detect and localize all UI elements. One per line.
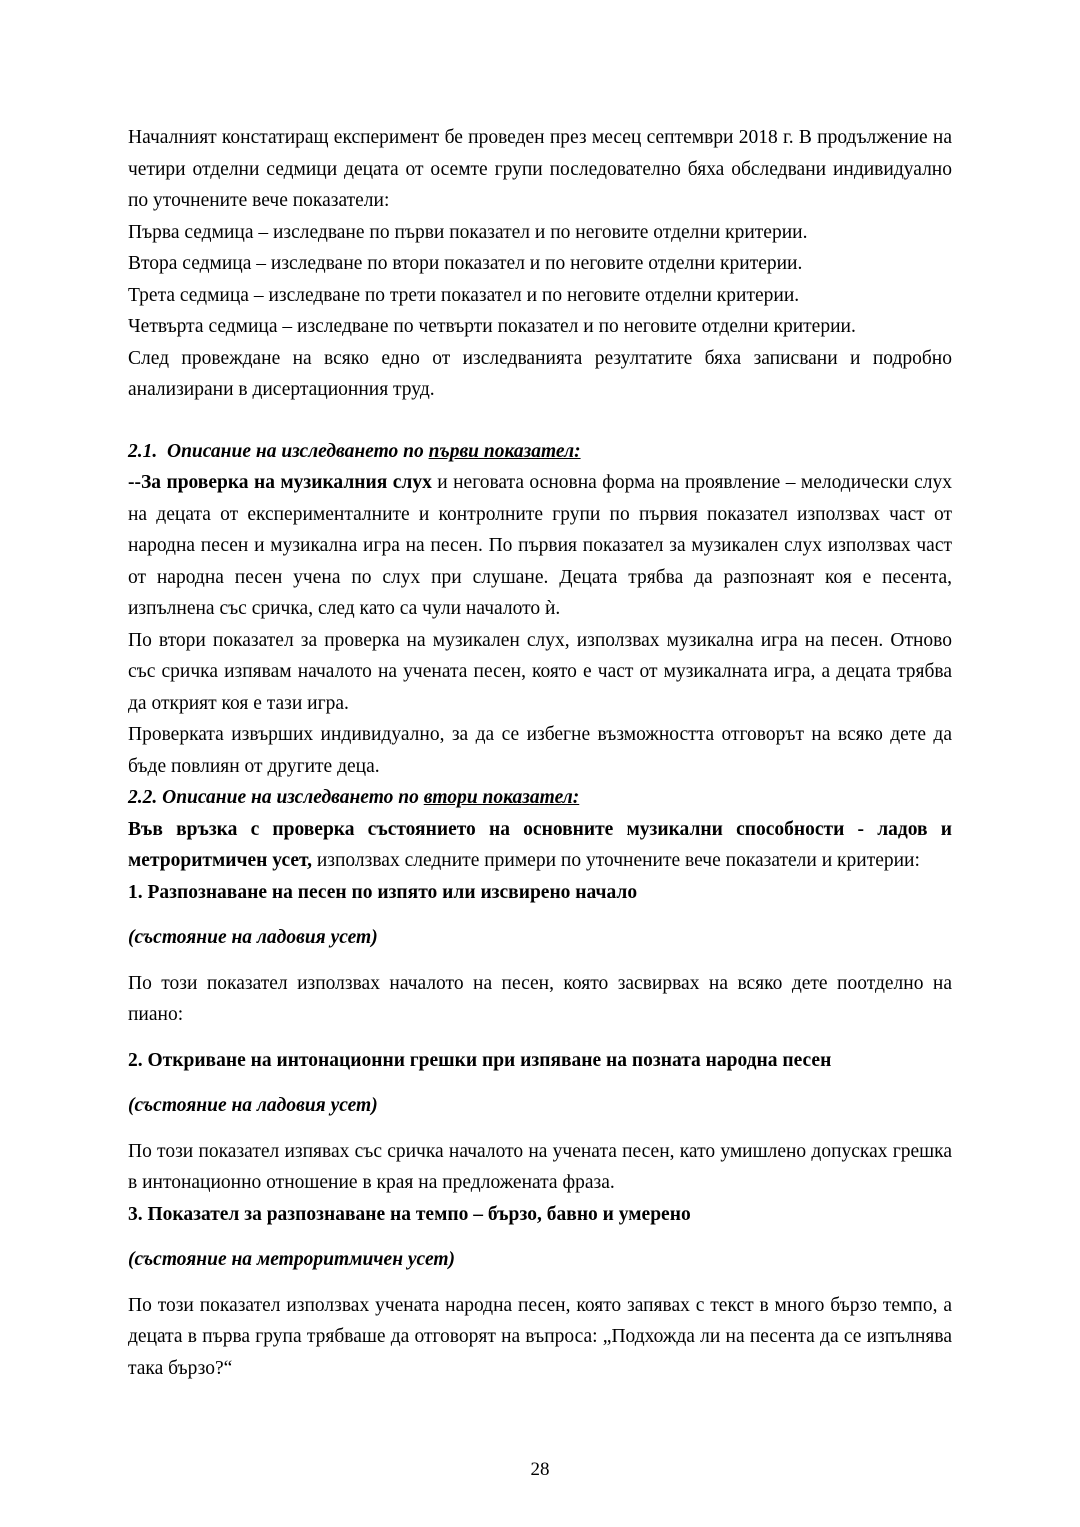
section-number-2-2: 2.2.: [128, 787, 158, 808]
section-number-2-1: 2.1.: [128, 440, 158, 462]
section-heading-2-2: [128, 782, 952, 814]
item-2-subtitle: (състояние на ладовия усет): [128, 1095, 378, 1116]
paragraph-first-indicator: [128, 467, 952, 625]
paragraph-first-indicator-bold: --За проверка на музикалния слух: [128, 472, 432, 493]
item-1-body: По този показател използвах началото на песен, която засвирвах на всяко дете поотделно на пиано:: [128, 972, 952, 1025]
paragraph-abilities-bold: Във връзка с проверка състоянието на основните музикални способности - ладов и метроритмичен усет,: [128, 818, 952, 871]
item-1-title: 1. Разпознаване на песен по изпято или изсвирено начало: [128, 881, 638, 903]
item-3-subtitle: (състояние на метроритмичен усет): [128, 1249, 456, 1270]
item-2-body: По този показател изпявах със сричка началото на учената песен, като умишлено допусках грешка в интонационно отношение в края на предложената фраза.: [128, 1140, 952, 1193]
week-four-line: Четвърта седмица – изследване по четвърти показател и по неговите отделни критерии.: [128, 316, 856, 337]
section-heading-2-1: [128, 436, 952, 468]
week-one-line: Първа седмица – изследване по първи показател и по неговите отделни критерии.: [128, 221, 808, 243]
item-3-body: По този показател използвах учената народна песен, която запявах с текст в много бързо темпо, а децата в първа група трябваше да отговорят на въпроса: „Подхожда ли на песента да се изпълнява така бързо?“: [128, 1294, 952, 1379]
paragraph-abilities-check: [128, 814, 952, 877]
item-2-title: 2. Откриване на интонационни грешки при изпяване на позната народна песен: [128, 1049, 832, 1071]
paragraph-first-indicator-rest: и неговата основна форма на проявление – мелодически слух на децата от експерименталните и контролните групи по първия показател използвах част от народна песен и музикална игра на песен. По първия показател за музикален слух използвах част от народна песен учена по слух при слушане. Децата трябва да разпознаят коя е песента, изпълнена със сричка, след като са чули началото ѝ.: [128, 472, 952, 619]
spacer: [128, 1031, 952, 1045]
section-title-2-1-underlined: първи показател:: [428, 440, 581, 462]
intro-paragraph: Началният констатиращ експеримент бе проведен през месец септември 2018 г. В продължение на четири отделни седмици децата от осемте групи последователно бяха обследвани индивидуално по уточнените вече показатели:: [128, 127, 952, 211]
spacer: [128, 1230, 952, 1244]
spacer: [128, 954, 952, 968]
spacer: [128, 406, 952, 436]
after-research-paragraph: След провеждане на всяко едно от изследванията резултатите бяха записвани и подробно анализирани в дисертационния труд.: [128, 347, 952, 400]
spacer: [128, 1122, 952, 1136]
week-three-line: Трета седмица – изследване по трети показател и по неговите отделни критерии.: [128, 284, 800, 306]
page-content: [128, 122, 952, 1384]
section-title-2-1: Описание на изследването по: [167, 440, 429, 462]
item-1-subtitle: (състояние на ладовия усет): [128, 927, 378, 948]
paragraph-abilities-rest: използвах следните примери по уточнените вече показатели и критерии:: [311, 850, 920, 871]
week-two-line: Втора седмица – изследване по втори показател и по неговите отделни критерии.: [128, 253, 803, 274]
section-title-2-2: Описание на изследването по: [157, 787, 424, 808]
spacer: [128, 908, 952, 922]
page-number: 28: [530, 1459, 550, 1480]
spacer: [128, 1276, 952, 1290]
item-3-title: 3. Показател за разпознаване на темпо – бързо, бавно и умерено: [128, 1203, 691, 1225]
spacer: [128, 1076, 952, 1090]
paragraph-second-indicator: По втори показател за проверка на музикален слух, използвах музикална игра на песен. Отново със сричка изпявам началото на учената песен, която е част от музикалната игра, а децата трябва да открият коя е тази игра.: [128, 629, 952, 714]
paragraph-individual-check: Проверката извърших индивидуално, за да се избегне възможността отговорът на всяко дете да бъде повлиян от другите деца.: [128, 724, 952, 777]
section-title-2-2-underlined: втори показател:: [423, 787, 580, 808]
